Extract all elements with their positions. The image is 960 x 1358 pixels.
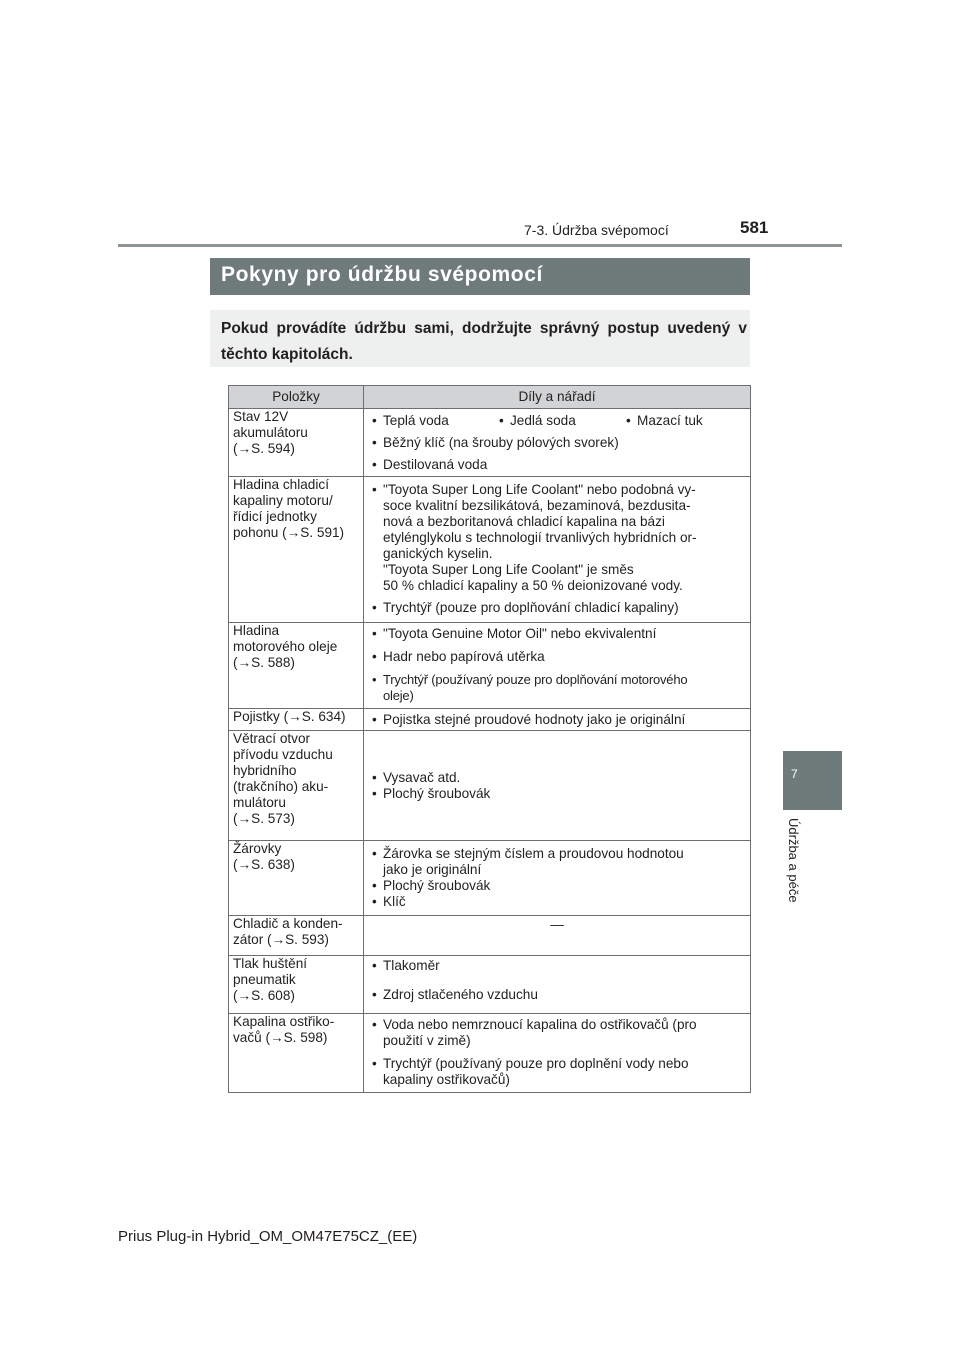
item-line: Kapalina ostřiko- <box>233 1014 335 1029</box>
item-line: Hladina <box>233 623 280 638</box>
page-number: 581 <box>740 218 769 237</box>
parts-cell <box>364 731 751 841</box>
part-bullet: • Mazací tuk <box>626 413 703 429</box>
part-bullet: • Zdroj stlačeného vzduchu <box>372 987 746 1003</box>
parts-cell <box>364 709 751 731</box>
item-line: Pojistky (→S. 634) <box>233 709 346 724</box>
item-line: (→S. 638) <box>233 857 295 872</box>
item-line: kapaliny motoru/ <box>233 493 333 508</box>
part-bullet: • Jedlá soda <box>499 413 626 429</box>
part-bullet: • Běžný klíč (na šrouby pólových svorek) <box>372 435 746 451</box>
item-line: řídicí jednotky <box>233 509 317 524</box>
item-line: (→S. 608) <box>233 988 295 1003</box>
part-bullet: • Trychtýř (používaný pouze pro doplnění vody nebo kapaliny ostřikovačů) <box>372 1056 746 1088</box>
intro-text: Pokud provádíte údržbu sami, dodržujte správný postup uvedený v těchto kapitolách. <box>221 320 747 363</box>
table-row <box>229 709 751 731</box>
section-title-bar <box>210 258 750 295</box>
header-section-title: 7-3. Údržba svépomocí <box>524 222 669 238</box>
item-line: hybridního <box>233 763 297 778</box>
table-row <box>229 477 751 623</box>
parts-table <box>228 385 751 1093</box>
item-line: Žárovky <box>233 841 282 856</box>
item-cell <box>229 477 364 623</box>
header-parts: Díly a nářadí <box>364 386 751 409</box>
part-bullet: • Teplá voda <box>372 413 499 429</box>
part-bullet: • "Toyota Super Long Life Coolant" nebo podobná vy- soce kvalitní bezsilikátová, bezaminová, bezdusita- nová a bezboritanová chladicí kapalina na bázi etylénglykolu s technologií trvanlivých hybridních or- ganických kyselin. "Toyota Super Long Life Coolant" je směs 50 % chladicí kapaliny a 50 % deionizované vody. <box>372 482 746 594</box>
item-cell <box>229 409 364 477</box>
part-bullet: • Pojistka stejné proudové hodnoty jako je originální <box>372 712 746 728</box>
item-cell <box>229 841 364 916</box>
item-line: pohonu (→S. 591) <box>233 525 345 540</box>
part-bullet: • Vysavač atd. <box>372 770 746 786</box>
item-cell <box>229 731 364 841</box>
item-line: Stav 12V <box>233 409 289 424</box>
chapter-tab <box>783 751 842 810</box>
parts-cell <box>364 956 751 1014</box>
item-line: pneumatik <box>233 972 296 987</box>
parts-cell <box>364 409 751 477</box>
part-bullet: • Destilovaná voda <box>372 457 746 473</box>
item-line: zátor (→S. 593) <box>233 932 329 947</box>
intro-box <box>210 310 750 367</box>
table-row <box>229 916 751 956</box>
part-bullet: • "Toyota Genuine Motor Oil" nebo ekvivalentní <box>372 626 746 642</box>
item-cell <box>229 956 364 1014</box>
table-row <box>229 1014 751 1093</box>
item-line: akumulátoru <box>233 425 308 440</box>
parts-cell <box>364 623 751 709</box>
section-title: Pokyny pro údržbu svépomocí <box>221 263 543 286</box>
item-line: Větrací otvor <box>233 731 311 746</box>
item-line: Chladič a konden- <box>233 916 343 931</box>
parts-cell <box>364 841 751 916</box>
item-line: motorového oleje <box>233 639 338 654</box>
part-bullet: • Voda nebo nemrznoucí kapalina do ostřikovačů (pro použití v zimě) <box>372 1017 746 1049</box>
part-bullet: • Žárovka se stejným číslem a proudovou hodnotou jako je originální <box>372 846 746 878</box>
item-line: (→S. 573) <box>233 811 295 826</box>
table-row <box>229 623 751 709</box>
item-cell <box>229 916 364 956</box>
parts-cell <box>364 1014 751 1093</box>
table-row <box>229 409 751 477</box>
part-bullet: • Trychtýř (pouze pro doplňování chladicí kapaliny) <box>372 600 746 616</box>
header-rule <box>118 244 842 247</box>
header-items: Položky <box>229 386 364 409</box>
table-row <box>229 956 751 1014</box>
table-row <box>229 731 751 841</box>
part-bullet: • Klíč <box>372 894 746 910</box>
item-cell <box>229 1014 364 1093</box>
part-bullet: • Trychtýř (používaný pouze pro doplňování motorového oleje) <box>372 672 746 704</box>
item-line: (→S. 594) <box>233 441 295 456</box>
part-bullet: • Plochý šroubovák <box>372 878 746 894</box>
footer-document-id: Prius Plug-in Hybrid_OM_OM47E75CZ_(EE) <box>118 1228 418 1245</box>
table-header-row <box>229 386 751 409</box>
chapter-title: Údržba a péče <box>786 818 801 903</box>
item-cell <box>229 623 364 709</box>
item-line: přívodu vzduchu <box>233 747 333 762</box>
item-line: vačů (→S. 598) <box>233 1030 328 1045</box>
item-line: Tlak huštění <box>233 956 308 971</box>
part-bullet: • Hadr nebo papírová utěrka <box>372 649 746 665</box>
parts-cell <box>364 477 751 623</box>
chapter-number: 7 <box>791 767 798 781</box>
part-bullet: • Tlakoměr <box>372 958 746 974</box>
item-line: Hladina chladicí <box>233 477 329 492</box>
chapter-side-label <box>786 818 806 918</box>
item-line: (→S. 588) <box>233 655 295 670</box>
item-cell <box>229 709 364 731</box>
item-line: mulátoru <box>233 795 286 810</box>
inline-parts <box>372 413 746 429</box>
item-line: (trakčního) aku- <box>233 779 329 794</box>
table-row <box>229 841 751 916</box>
parts-cell-empty <box>364 916 751 956</box>
part-bullet: • Plochý šroubovák <box>372 786 746 802</box>
no-parts-dash: — <box>550 917 564 932</box>
